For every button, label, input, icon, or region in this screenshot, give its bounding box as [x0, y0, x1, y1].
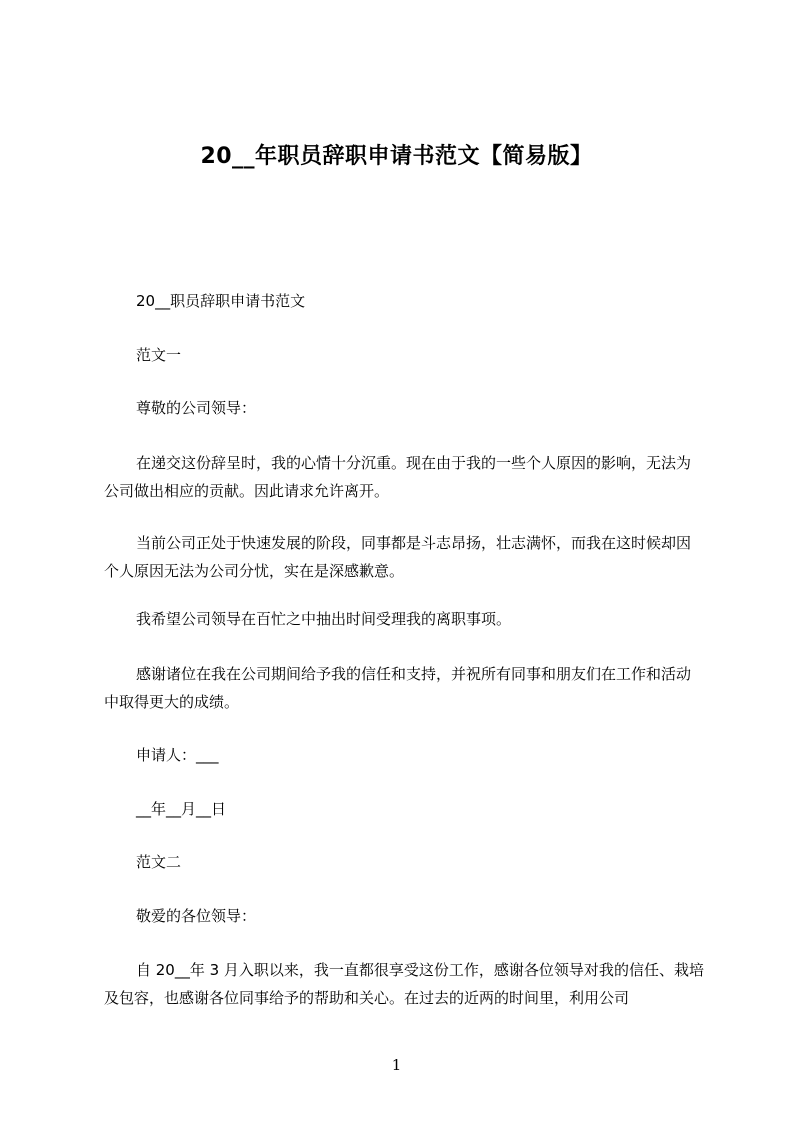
paragraph-date: __年__月__日	[136, 800, 227, 818]
paragraph-body-3: 我希望公司领导在百忙之中抽出时间受理我的离职事项。	[136, 610, 512, 628]
paragraph-salutation-two: 敬爱的各位领导：	[136, 907, 257, 925]
paragraph-sample-two-label: 范文二	[136, 853, 182, 871]
paragraph-heading: 20__职员辞职申请书范文	[136, 292, 306, 310]
paragraph-body-4: 感谢诸位在我在公司期间给予我的信任和支持，并祝所有同事和朋友们在工作和活动中取得更大的成绩。	[104, 665, 692, 711]
paragraph-body-1: 在递交这份辞呈时，我的心情十分沉重。现在由于我的一些个人原因的影响，无法为公司做出相应的贡献。因此请求允许离开。	[104, 454, 692, 500]
paragraph-body-5: 自 20__年 3 月入职以来，我一直都很享受这份工作，感谢各位领导对我的信任、栽培及包容，也感谢各位同事给予的帮助和关心。在过去的近两的时间里，利用公司	[104, 961, 704, 1007]
paragraph-salutation-one: 尊敬的公司领导：	[136, 399, 257, 417]
paragraph-body-2: 当前公司正处于快速发展的阶段，同事都是斗志昂扬，壮志满怀，而我在这时候却因个人原因无法为公司分忧，实在是深感歉意。	[104, 534, 692, 580]
document-title: 20__年职员辞职申请书范文【简易版】	[200, 144, 593, 169]
page-number: 1	[391, 1056, 402, 1074]
paragraph-sample-one-label: 范文一	[136, 346, 182, 364]
paragraph-applicant: 申请人：___	[136, 746, 219, 764]
